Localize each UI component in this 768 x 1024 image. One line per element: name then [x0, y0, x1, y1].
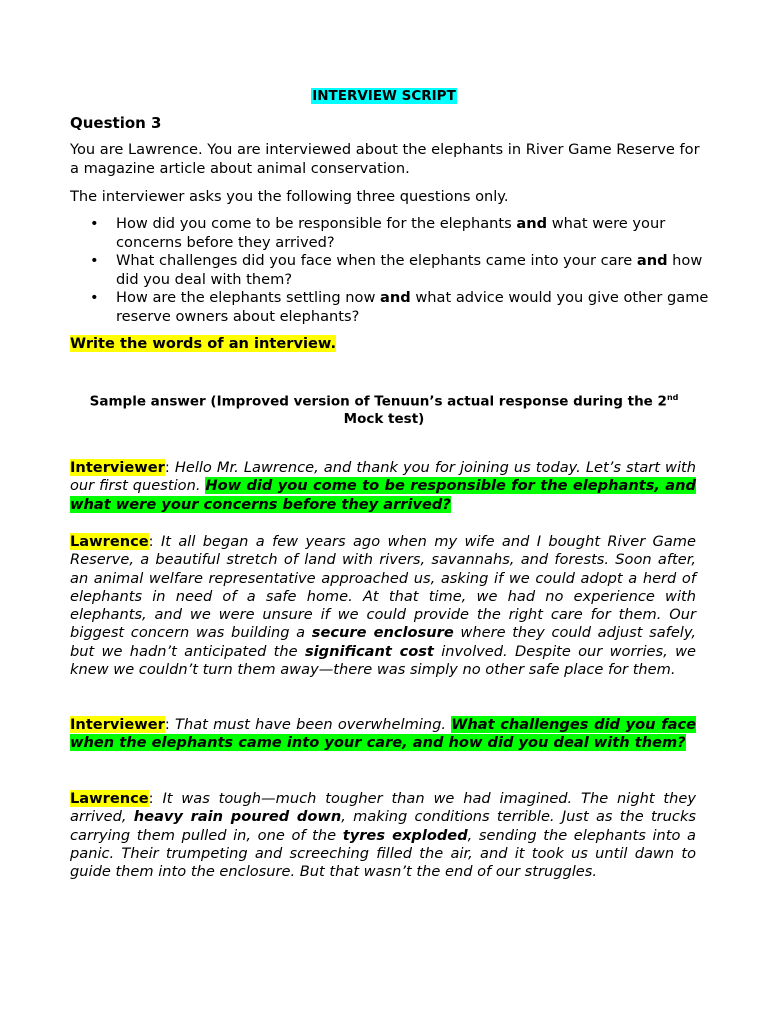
speaker-label-lawrence: Lawrence — [70, 790, 149, 807]
dialog-block-interviewer-1: Interviewer: Hello Mr. Lawrence, and thank you for joining us today. Let’s start with our first question. How did you come to be responsible for the elephants, and what were your concerns before they arrived? — [70, 459, 696, 513]
highlighted-question: How did you come to be responsible for the elephants, and what were your concerns before they arrived? — [70, 477, 696, 513]
dialog-block-lawrence-2: Lawrence: It was tough—much tougher than we had imagined. The night they arrived, heavy rain poured down, making conditions terrible. Just as the trucks carrying them pulled in, one of the tyres exploded, sending the elephants into a panic. Their trumpeting and screeching filled the air, and it took us until dawn to guide them into the enclosure. But that wasn’t the end of our struggles. — [70, 790, 697, 881]
speaker-label-interviewer: Interviewer — [70, 716, 165, 733]
instruction-text: Write the words of an interview. — [70, 335, 337, 352]
question-bullet-list — [70, 215, 710, 326]
dialog-block-lawrence-1: Lawrence: It all began a few years ago when my wife and I bought River Game Reserve, a beautiful stretch of land with rivers, savannahs, and forests. Soon after, an animal welfare representative approached us, asking if we could adopt a herd of elephants in need of a safe home. At that time, we had no experience with elephants, and we were unsure if we could provide the right care for them. Our biggest concern was building a secure enclosure where they could adjust safely, but we hadn’t anticipated the significant cost involved. Despite our worries, we knew we couldn’t turn them away—there was simply no other safe place for them. — [70, 533, 696, 679]
bullet-item: • What challenges did you face when the elephants came into your care and how did you deal with them? — [70, 252, 710, 289]
bullet-item: • How did you come to be responsible for the elephants and what were your concerns before they arrived? — [70, 215, 710, 252]
highlighted-question: What challenges did you face when the elephants came into your care, and how did you deal with them? — [70, 716, 696, 752]
speaker-label-lawrence: Lawrence — [70, 533, 149, 550]
question-heading: Question 3 — [70, 114, 162, 132]
title-text: INTERVIEW SCRIPT — [312, 88, 456, 104]
sample-answer-heading: Sample answer (Improved version of Tenuun’s actual response during the 2nd Mock test) — [89, 393, 679, 427]
page-title — [0, 87, 768, 105]
dialog-block-interviewer-2: Interviewer: That must have been overwhelming. What challenges did you face when the elephants came into your care, and how did you deal with them? — [70, 716, 696, 752]
speaker-label-interviewer: Interviewer — [70, 459, 165, 476]
instruction-line — [70, 335, 336, 354]
intro-paragraph-1: You are Lawrence. You are interviewed about the elephants in River Game Reserve for a magazine article about animal conservation. — [70, 141, 700, 177]
intro-paragraph-2: The interviewer asks you the following three questions only. — [70, 188, 509, 205]
bullet-item: • How are the elephants settling now and what advice would you give other game reserve owners about elephants? — [70, 289, 710, 326]
